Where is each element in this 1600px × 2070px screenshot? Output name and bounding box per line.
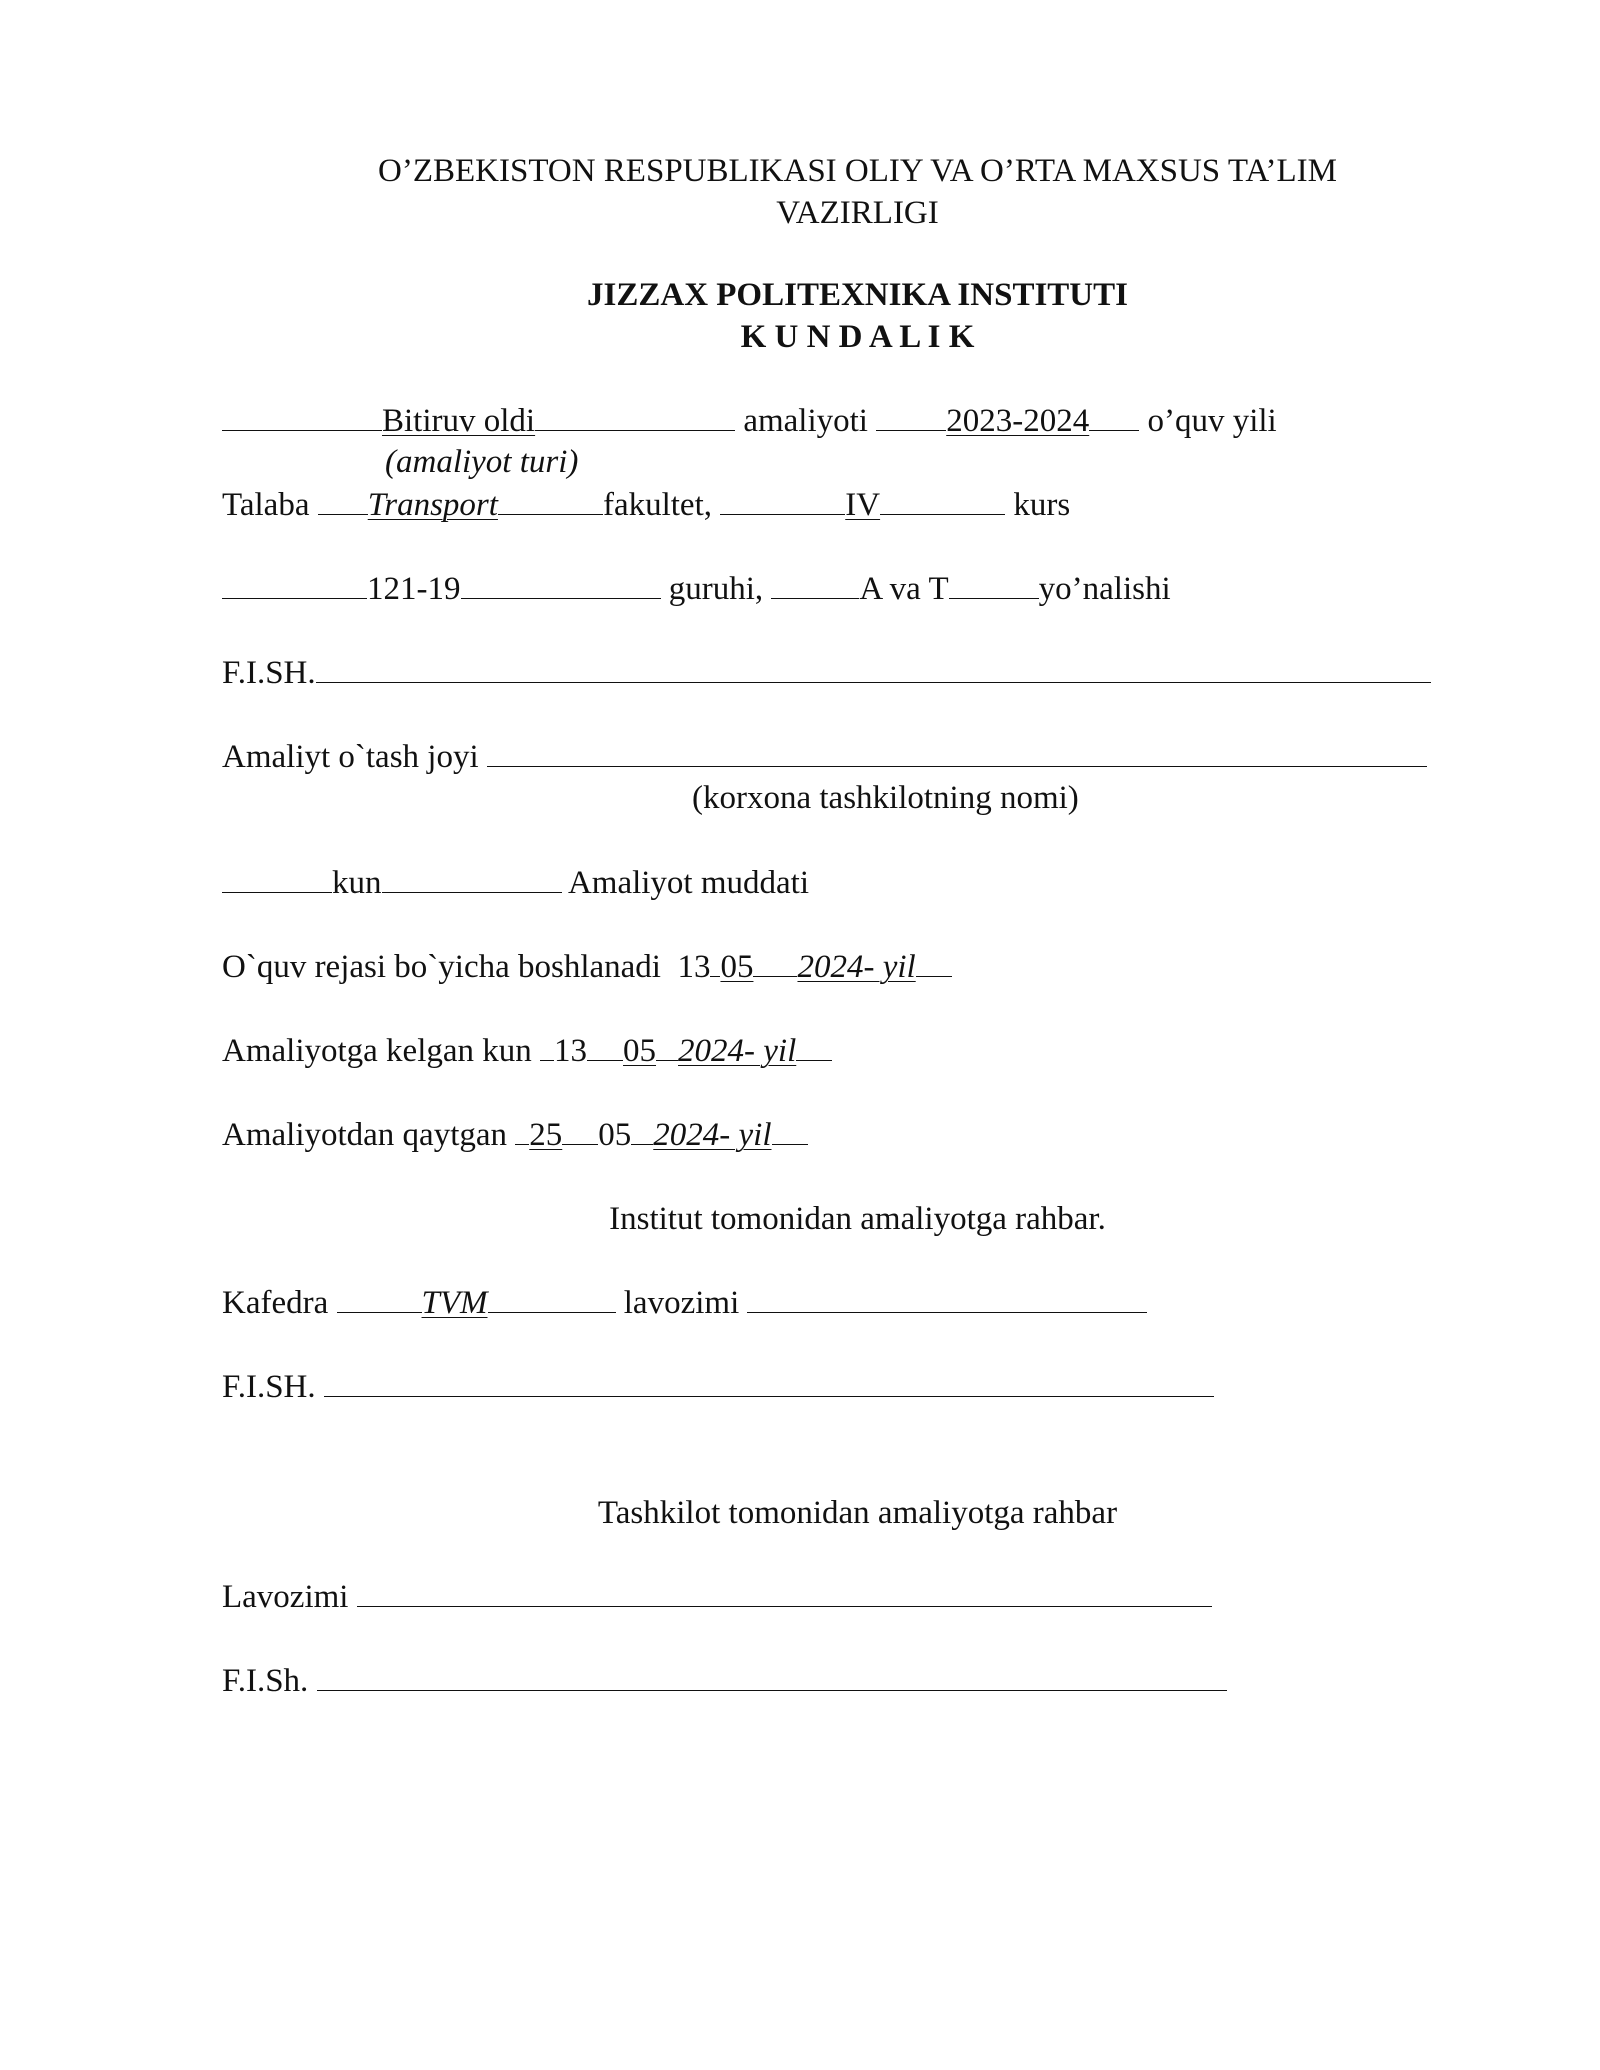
group-value: 121-19 — [367, 571, 461, 607]
return-date-label: Amaliyotdan qaytgan — [222, 1117, 508, 1153]
organization-position-label: Lavozimi — [222, 1579, 349, 1615]
arrival-date-label: Amaliyotga kelgan kun — [222, 1033, 532, 1069]
academic-year-label: o’quv yili — [1147, 403, 1277, 439]
blank-line — [656, 1030, 678, 1061]
blank-line — [710, 946, 720, 977]
practice-place-line — [222, 736, 1427, 777]
arrival-year: 2024- yil — [678, 1033, 797, 1069]
institute-fish-line — [222, 1366, 1214, 1407]
institute-fish-blank[interactable] — [324, 1366, 1214, 1397]
start-date-line — [222, 946, 952, 987]
start-date-label: O`quv rejasi bo`yicha boshlanadi — [222, 949, 661, 985]
practice-place-blank[interactable] — [487, 736, 1427, 767]
blank-line — [222, 568, 367, 599]
return-year: 2024- yil — [653, 1117, 772, 1153]
academic-year-value: 2023-2024 — [946, 403, 1090, 439]
duration-days-blank[interactable] — [222, 862, 332, 893]
organization-fish-blank[interactable] — [317, 1660, 1227, 1691]
arrival-day: 13 — [554, 1033, 588, 1069]
blank-line — [461, 568, 661, 599]
blank-line — [498, 484, 603, 515]
ministry-line-1: O’ZBEKISTON RESPUBLIKASI OLIY VA O’RTA MAXSUS TA’LIM — [378, 153, 1337, 189]
blank-line — [382, 862, 562, 893]
department-label: Kafedra — [222, 1285, 329, 1321]
ministry-line-2: VAZIRLIGI — [776, 195, 939, 231]
arrival-month: 05 — [623, 1033, 657, 1069]
direction-label: yo’nalishi — [1038, 571, 1171, 607]
practice-place-caption: (korxona tashkilotning nomi) — [692, 780, 1079, 816]
return-day: 25 — [529, 1117, 563, 1153]
blank-line — [772, 1114, 808, 1145]
arrival-date-line — [222, 1030, 832, 1071]
start-day: 13 — [677, 949, 711, 985]
blank-line — [771, 568, 859, 599]
organization-position-blank[interactable] — [357, 1576, 1212, 1607]
blank-line — [720, 484, 845, 515]
practice-place-label: Amaliyt o`tash joyi — [222, 739, 479, 775]
blank-line — [1089, 400, 1139, 431]
institute-position-blank[interactable] — [747, 1282, 1147, 1313]
blank-line — [753, 946, 797, 977]
blank-line — [796, 1030, 832, 1061]
department-value: TVM — [421, 1285, 488, 1321]
organization-position-line — [222, 1576, 1212, 1617]
blank-line — [587, 1030, 623, 1061]
course-value: IV — [845, 487, 881, 523]
return-date-line — [222, 1114, 808, 1155]
group-label: guruhi, — [668, 571, 764, 607]
faculty-value: Transport — [367, 487, 498, 523]
practice-line — [222, 400, 1277, 441]
blank-line — [488, 1282, 616, 1313]
organization-fish-line — [222, 1660, 1227, 1701]
institute-name: JIZZAX POLITEXNIKA INSTITUTI — [587, 277, 1128, 313]
blank-line — [876, 400, 946, 431]
blank-line — [535, 400, 735, 431]
student-label: Talaba — [222, 487, 310, 523]
group-direction-line — [222, 568, 1171, 609]
course-label: kurs — [1013, 487, 1071, 523]
student-faculty-line — [222, 484, 1070, 525]
student-fish-label: F.I.SH. — [222, 655, 316, 691]
institute-supervisor-heading: Institut tomonidan amaliyotga rahbar. — [609, 1201, 1106, 1237]
kun-label: kun — [332, 865, 382, 901]
blank-line — [916, 946, 952, 977]
blank-line — [515, 1114, 529, 1145]
department-line — [222, 1282, 1147, 1323]
organization-supervisor-heading: Tashkilot tomonidan amaliyotga rahbar — [597, 1495, 1118, 1531]
blank-line — [540, 1030, 554, 1061]
duration-line — [222, 862, 809, 903]
blank-line — [318, 484, 368, 515]
blank-line — [949, 568, 1039, 599]
position-label: lavozimi — [623, 1285, 740, 1321]
blank-line — [631, 1114, 653, 1145]
duration-label: Amaliyot muddati — [567, 865, 809, 901]
blank-line — [880, 484, 1005, 515]
start-month: 05 — [720, 949, 754, 985]
return-month: 05 — [598, 1117, 632, 1153]
direction-value: A va T — [859, 571, 949, 607]
faculty-label: fakultet, — [602, 487, 712, 523]
practice-type-value: Bitiruv oldi — [382, 403, 536, 439]
practice-label: amaliyoti — [743, 403, 868, 439]
document-title: K U N D A L I K — [740, 319, 975, 355]
institute-fish-label: F.I.SH. — [222, 1369, 316, 1405]
student-fish-line — [222, 652, 1431, 693]
student-fish-blank[interactable] — [316, 652, 1431, 683]
blank-line — [562, 1114, 598, 1145]
start-year: 2024- yil — [797, 949, 916, 985]
organization-fish-label: F.I.Sh. — [222, 1663, 309, 1699]
blank-line — [222, 400, 382, 431]
blank-line — [337, 1282, 422, 1313]
practice-type-caption: (amaliyot turi) — [385, 444, 579, 480]
